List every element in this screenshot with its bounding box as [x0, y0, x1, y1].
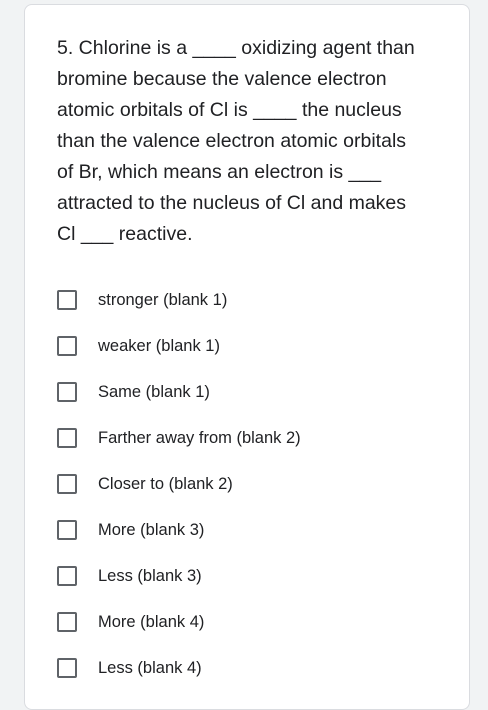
question-line: atomic orbitals of Cl is ____ the nucleus [57, 99, 402, 121]
checkbox[interactable] [57, 382, 77, 402]
option-weaker-blank-1[interactable] [57, 323, 457, 369]
option-farther-away-blank-2[interactable] [57, 415, 457, 461]
option-stronger-blank-1[interactable] [57, 277, 457, 323]
checkbox[interactable] [57, 520, 77, 540]
checkbox[interactable] [57, 290, 77, 310]
question-line: than the valence electron atomic orbitals [57, 130, 407, 152]
checkbox[interactable] [57, 566, 77, 586]
question-line: attracted to the nucleus of Cl and makes [57, 192, 407, 214]
question-line: bromine because the valence electron [57, 68, 387, 90]
question-text [57, 33, 457, 250]
option-label: weaker (blank 1) [98, 337, 220, 355]
option-same-blank-1[interactable] [57, 369, 457, 415]
option-closer-to-blank-2[interactable] [57, 461, 457, 507]
question-line: 5. Chlorine is a ____ oxidizing agent than [57, 37, 415, 59]
question-card [24, 4, 470, 710]
question-line: Cl ___ reactive. [57, 223, 193, 245]
checkbox-options [57, 277, 457, 691]
question-line: of Br, which means an electron is ___ [57, 161, 382, 183]
checkbox[interactable] [57, 336, 77, 356]
option-label: Farther away from (blank 2) [98, 429, 301, 447]
checkbox[interactable] [57, 474, 77, 494]
option-label: Closer to (blank 2) [98, 475, 233, 493]
checkbox[interactable] [57, 658, 77, 678]
option-label: stronger (blank 1) [98, 291, 228, 309]
option-label: Less (blank 3) [98, 567, 202, 585]
checkbox[interactable] [57, 428, 77, 448]
option-more-blank-3[interactable] [57, 507, 457, 553]
option-label: More (blank 4) [98, 613, 205, 631]
option-less-blank-3[interactable] [57, 553, 457, 599]
option-label: More (blank 3) [98, 521, 205, 539]
option-label: Same (blank 1) [98, 383, 210, 401]
option-less-blank-4[interactable] [57, 645, 457, 691]
checkbox[interactable] [57, 612, 77, 632]
option-label: Less (blank 4) [98, 659, 202, 677]
option-more-blank-4[interactable] [57, 599, 457, 645]
